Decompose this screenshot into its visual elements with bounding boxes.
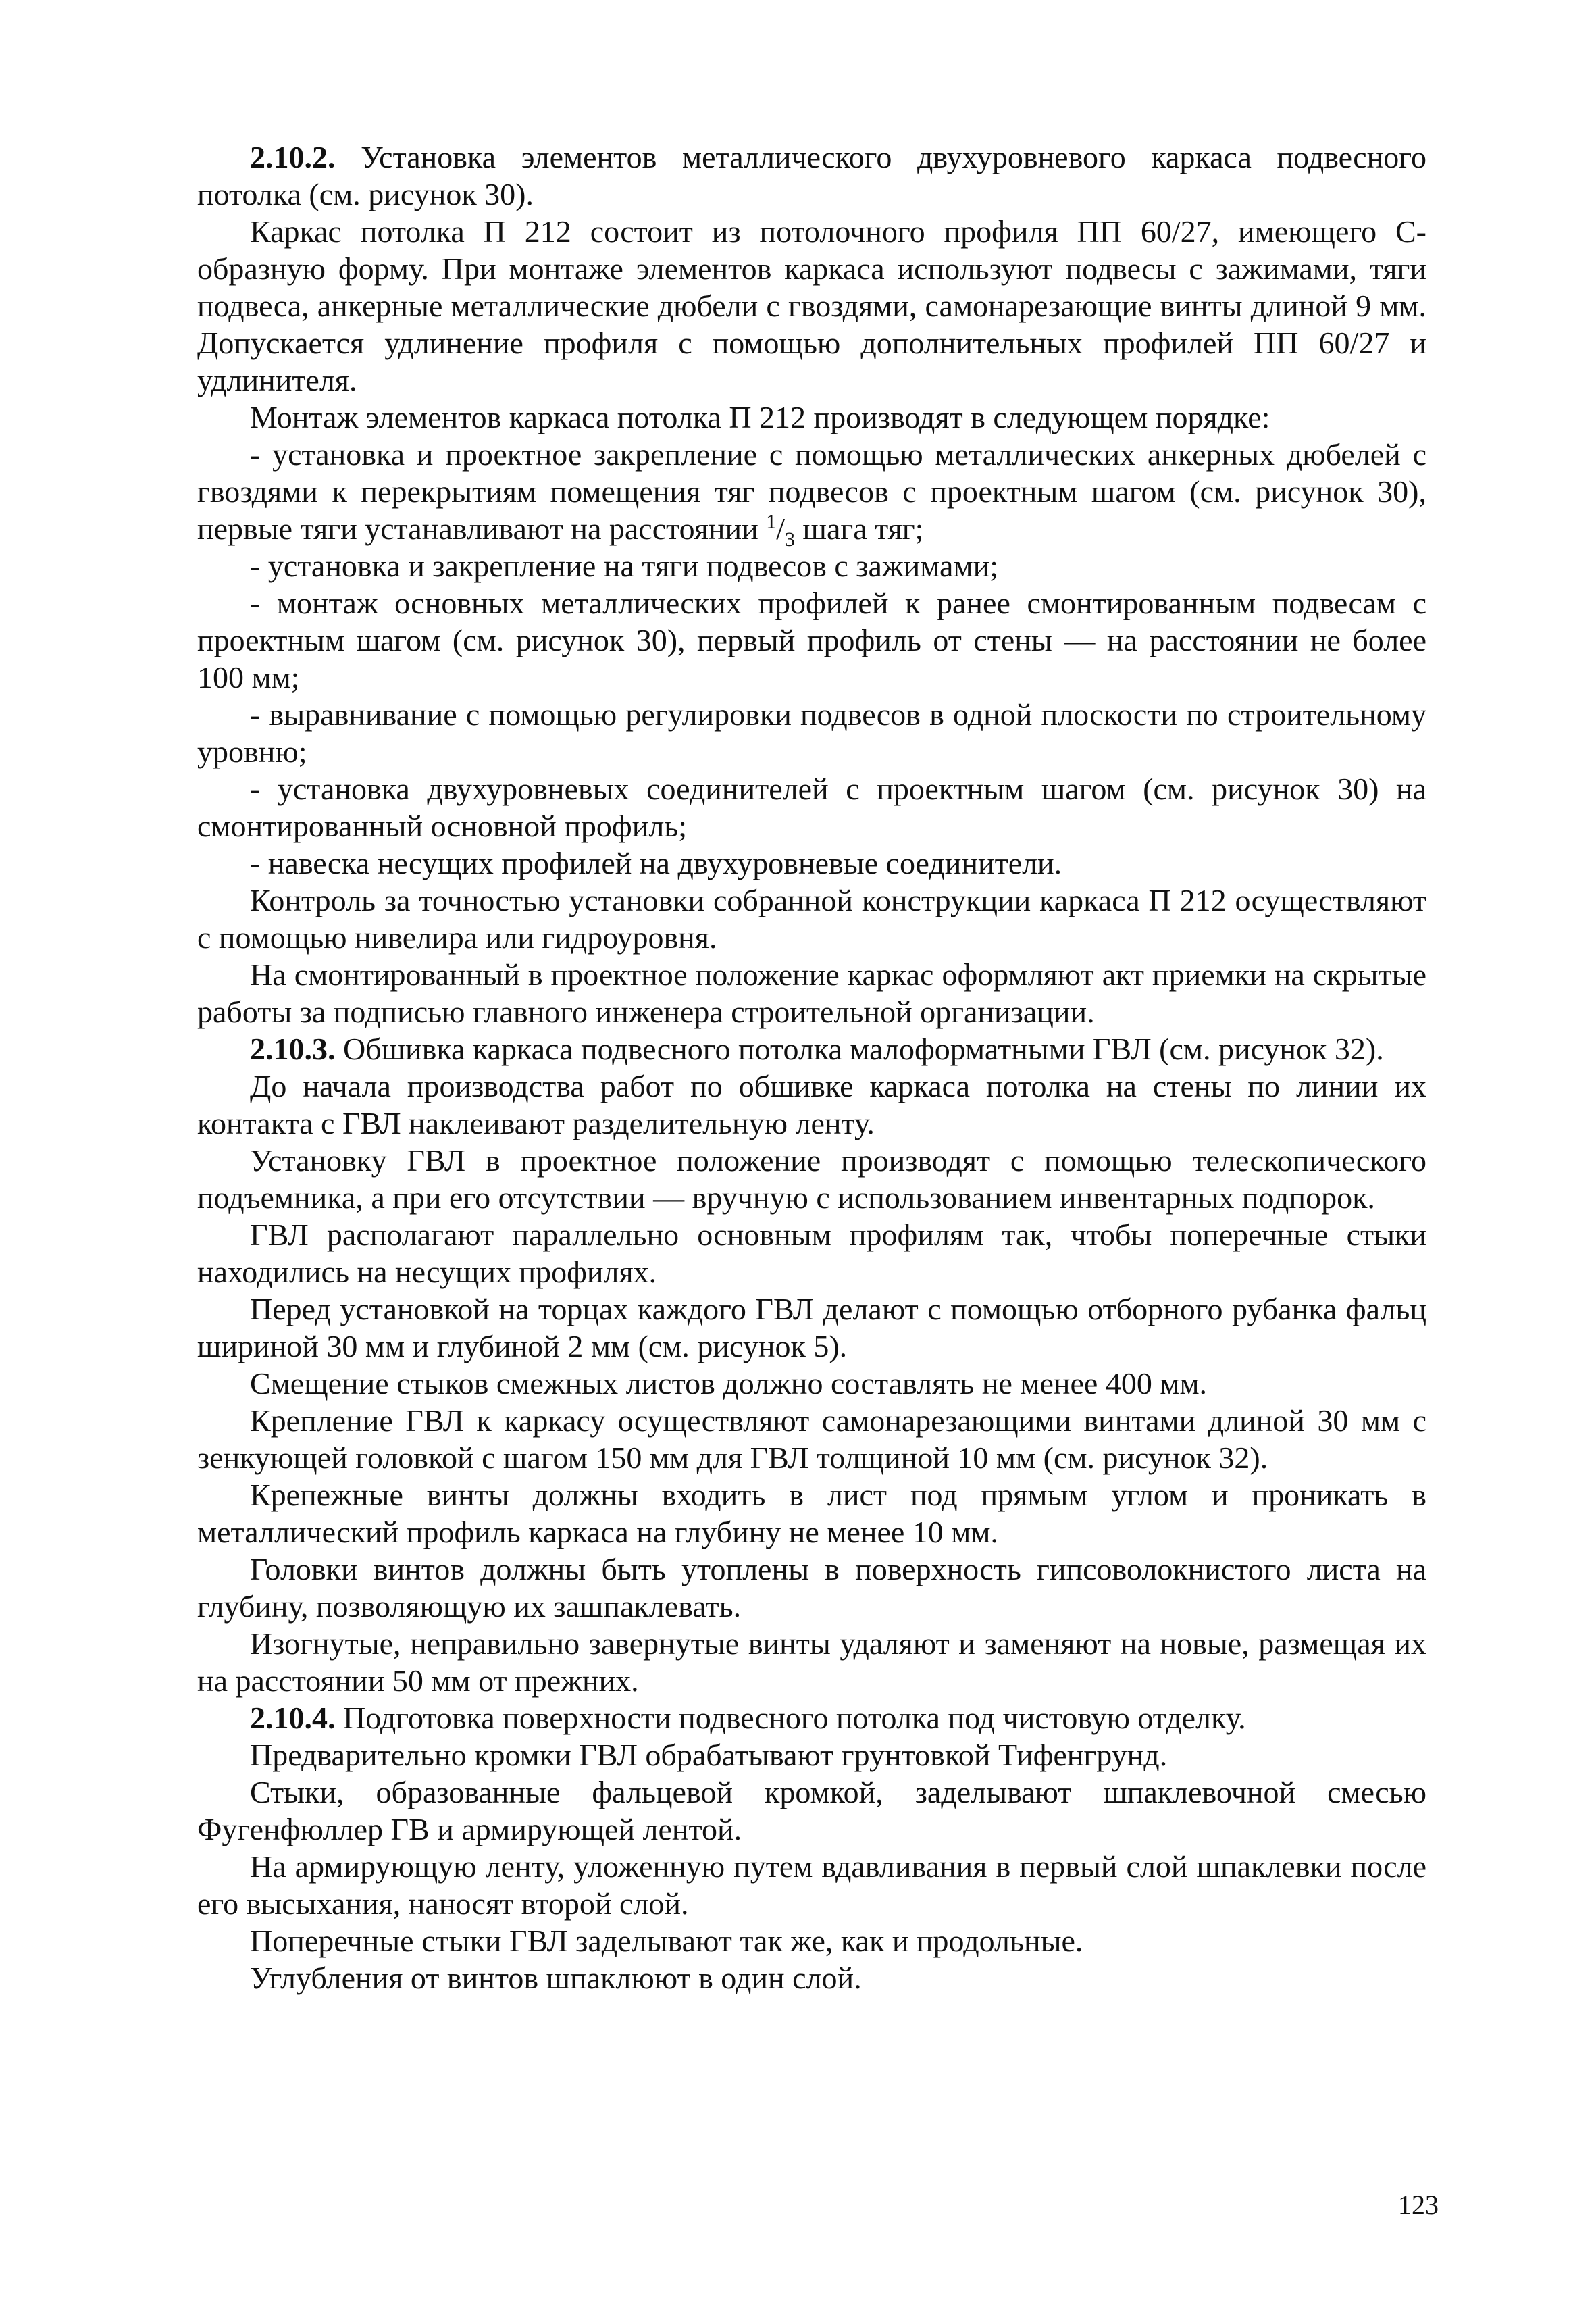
paragraph-text: На смонтированный в проектное положение каркас оформляют акт приемки на скрытые работы за подписью главного инженера строительной организации. (197, 957, 1426, 1029)
paragraph-text-after: шага тяг; (795, 511, 924, 546)
paragraph-text: Установка элементов металлического двухуровневого каркаса подвесного потолка (см. рисунок 30). (197, 140, 1426, 211)
paragraph (197, 1551, 1426, 1625)
paragraph-text: - выравнивание с помощью регулировки подвесов в одной плоскости по строительному уровню; (197, 697, 1426, 769)
paragraph-text: На армирующую ленту, уложенную путем вдавливания в первый слой шпаклевки после его высыхания, наносят второй слой. (197, 1849, 1426, 1921)
paragraph (197, 1959, 1426, 1996)
paragraph (197, 882, 1426, 956)
paragraph-text: Крепление ГВЛ к каркасу осуществляют самонарезающими винтами длиной 30 мм с зенкующей головкой с шагом 150 мм для ГВЛ толщиной 10 мм (см. рисунок 32). (197, 1403, 1426, 1475)
paragraph-text: Предварительно кромки ГВЛ обрабатывают грунтовкой Тифенгрунд. (250, 1738, 1168, 1772)
paragraph-text: Изогнутые, неправильно завернутые винты удаляют и заменяют на новые, размещая их на расстоянии 50 мм от прежних. (197, 1626, 1426, 1698)
fraction-numerator: 1 (766, 510, 777, 533)
paragraph (197, 956, 1426, 1030)
paragraph (197, 1848, 1426, 1922)
paragraph-text: Монтаж элементов каркаса потолка П 212 производят в следующем порядке: (250, 400, 1270, 434)
list-item (197, 770, 1426, 845)
list-item (197, 547, 1426, 584)
paragraph-text: Поперечные стыки ГВЛ заделывают так же, как и продольные. (250, 1923, 1083, 1958)
paragraph (197, 1365, 1426, 1402)
paragraph-text: Перед установкой на торцах каждого ГВЛ делают с помощью отборного рубанка фальц шириной 30 мм и глубиной 2 мм (см. рисунок 5). (197, 1292, 1426, 1363)
paragraph-text: Крепежные винты должны входить в лист под прямым углом и проникать в металлический профиль каркаса на глубину не менее 10 мм. (197, 1478, 1426, 1549)
paragraph-2-10-2-heading (197, 139, 1426, 213)
paragraph-text: - установка двухуровневых соединителей с проектным шагом (см. рисунок 30) на смонтированный основной профиль; (197, 772, 1426, 843)
paragraph-text: - монтаж основных металлических профилей к ранее смонтированным подвесам с проектным шагом (см. рисунок 30), первый профиль от стены — на расстоянии не более 100 мм; (197, 586, 1426, 695)
fraction-denominator: 3 (785, 528, 796, 551)
list-item (197, 845, 1426, 882)
list-item (197, 696, 1426, 770)
paragraph-text: Смещение стыков смежных листов должно составлять не менее 400 мм. (250, 1366, 1208, 1401)
paragraph-2-10-3-heading (197, 1030, 1426, 1067)
paragraph-text: - установка и закрепление на тяги подвесов с зажимами; (250, 549, 998, 583)
paragraph-2-10-4-heading (197, 1699, 1426, 1736)
paragraph-text: - установка и проектное закрепление с помощью металлических анкерных дюбелей с гвоздями к перекрытиям помещения тяг подвесов с проектным шагом (см. рисунок 30), первые тяги устанавливают на расстоянии (197, 437, 1426, 546)
paragraph (197, 1290, 1426, 1365)
paragraph (197, 1736, 1426, 1774)
section-number: 2.10.4. (250, 1701, 336, 1735)
paragraph-text: Обшивка каркаса подвесного потолка малоформатными ГВЛ (см. рисунок 32). (335, 1032, 1384, 1066)
paragraph-text: ГВЛ располагают параллельно основным профилям так, чтобы поперечные стыки находились на несущих профилях. (197, 1217, 1426, 1289)
paragraph-text: - навеска несущих профилей на двухуровневые соединители. (250, 846, 1062, 880)
paragraph-text: Стыки, образованные фальцевой кромкой, заделывают шпаклевочной смесью Фугенфюллер ГВ и армирующей лентой. (197, 1775, 1426, 1846)
section-number: 2.10.3. (250, 1032, 336, 1066)
paragraph (197, 1067, 1426, 1142)
fraction: $^1/_3$ (766, 510, 796, 551)
page-number: 123 (1398, 2190, 1439, 2220)
paragraph-text: Углубления от винтов шпаклюют в один слой. (250, 1961, 862, 1995)
paragraph (197, 1216, 1426, 1290)
paragraph (197, 1142, 1426, 1216)
section-number: 2.10.2. (250, 140, 336, 174)
paragraph-text: До начала производства работ по обшивке каркаса потолка на стены по линии их контакта с ГВЛ наклеивают разделительную ленту. (197, 1069, 1426, 1140)
paragraph-text: Установку ГВЛ в проектное положение производят с помощью телескопического подъемника, а при его отсутствии — вручную с использованием инвентарных подпорок. (197, 1143, 1426, 1215)
list-item (197, 436, 1426, 551)
paragraph (197, 213, 1426, 399)
paragraph-text: Контроль за точностью установки собранной конструкции каркаса П 212 осуществляют с помощью нивелира или гидроуровня. (197, 883, 1426, 955)
paragraph (197, 1625, 1426, 1699)
paragraph (197, 1476, 1426, 1551)
paragraph (197, 1922, 1426, 1959)
list-item (197, 584, 1426, 696)
paragraph-text: Каркас потолка П 212 состоит из потолочного профиля ПП 60/27, имеющего С-образную форму. При монтаже элементов каркаса используют подвесы с зажимами, тяги подвеса, анкерные металлические дюбели с гвоздями, самонарезающие винты длиной 9 мм. Допускается удлинение профиля с помощью дополнительных профилей ПП 60/27 и удлинителя. (197, 214, 1426, 397)
paragraph (197, 1402, 1426, 1476)
paragraph (197, 399, 1426, 436)
paragraph (197, 1774, 1426, 1848)
paragraph-text: Головки винтов должны быть утоплены в поверхность гипсоволокнистого листа на глубину, позволяющую их зашпаклевать. (197, 1552, 1426, 1624)
paragraph-text: Подготовка поверхности подвесного потолка под чистовую отделку. (335, 1701, 1246, 1735)
body-text (197, 139, 1426, 1996)
